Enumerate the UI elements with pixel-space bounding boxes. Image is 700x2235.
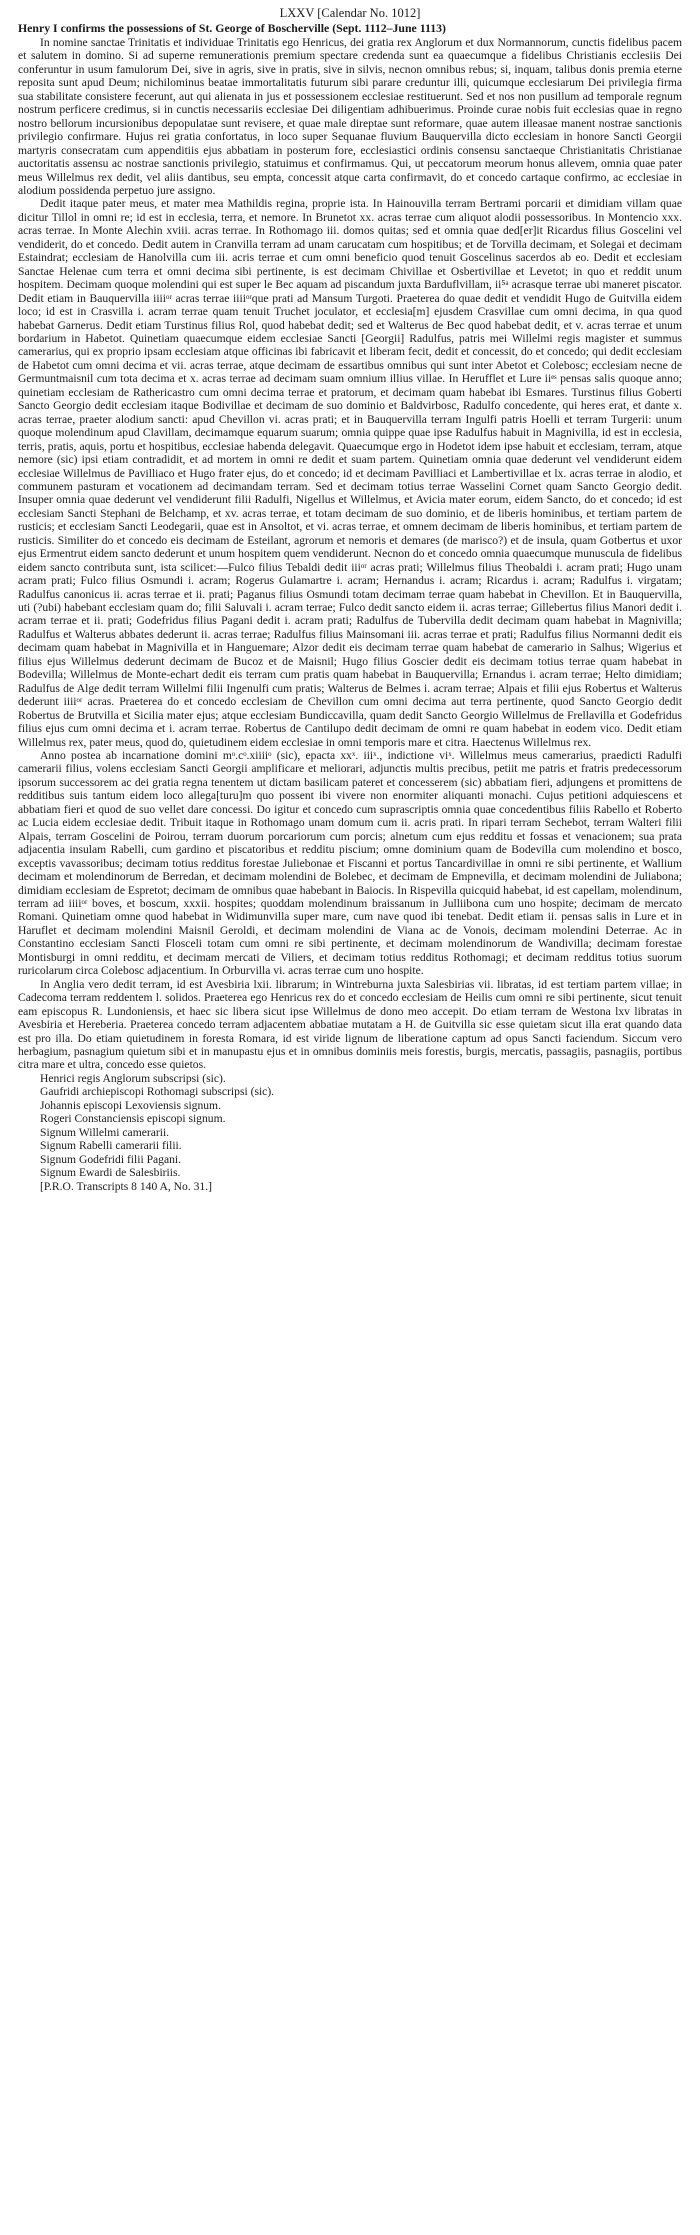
paragraph-preamble: In nomine sanctae Trinitatis et individuae Trinitatis ego Henricus, dei gratia rex Anglorum et dux Normannorum, cunctis fidelibus pacem et salutem in domino. Si ad superne remunerationis premium spectare credenda sunt ea quaecumque a fidelibus Christianis ecclesiis Dei conferuntur in usum famulorum Dei, sive in agris, sive in pratis, sive in silvis, necnon omnibus rebus; si, inquam, talibus donis premia eterne reposita sunt apud Deum; nichilominus beatae immortalitatis futurum sibi parare creduntur illi, quicumque ecclesiarum Dei privilegia firma sua stabilitate consistere fecerunt, aut qui alienata in jus et possessionem ecclesiae restituerunt. Sed et nos non pusillum ad temporale regnum nostrum perficere credimus, si in cunctis necessariis ecclesiae Dei diligentiam adhibuerimus. Proinde curae nobis fuit ecclesias quae in regno nostro bellorum incursionibus depopulatae sunt revisere, et quae male direptae sunt reformare, quae autem illeasae manent nostrae sanctionis privilegio confirmare. Hujus rei gratia confortatus, in loco super Sequanae fluvium Bauquervilla dicto ecclesiam in honore Sancti Georgii martyris consecratam cum appenditiis ejus abbatiam in posterum fore, ecclesiastici ordinis consensu sanctaeque Christianitatis Christianae auctoritatis assensu ac nostrae sanctionis privilegio, statuimus et confirmamus. Qui, ut peccatorum meorum honus allevem, omnia quae pater meus Willelmus rex dedit, vel aliis dantibus, seu empta, concessit atque carta confirmavit, do et concedo cartaque confirmo, ac ecclesiae in alodium possidenda perpetuo jure assigno. <box>18 36 682 197</box>
paragraph-gifts-in-england: In Anglia vero dedit terram, id est Avesbiria lxii. librarum; in Wintreburna juxta Salesbirias vii. libratas, id est tertiam partem villae; in Cadecoma terram reddentem l. solidos. Praeterea ego Henricus rex do et concedo ecclesiam de Heilis cum omni re sibi pertinente, sicut tenuit eam episcopus R. Lundoniensis, et haec sic libera sicut ipse Willelmus de dono meo accepit. Do etiam terram de Westona lxv libratas in Avesbiria et Hereberia. Praeterea concedo terram adjacentem abbatiae mutatam a H. de Guitvilla sic esse quietam sicut illa erat quando data est pro illa. Do etiam quietudinem in foresta Romara, id est viride lignum de liberatione captum ad opus Sancti faciendum. Siccum vero herbagium, pasnagium quietum sibi et in manupastu ejus et in omnibus dominiis meis forestis, burgis, mercatis, passagiis, pasnagiis, portibus citra mare et ultra, concedo esse quietos. <box>18 977 682 1072</box>
signature-line: Henrici regis Anglorum subscripsi (sic). <box>40 1071 226 1085</box>
signature-line: Signum Rabelli camerarii filii. <box>40 1139 182 1153</box>
signature-line: Signum Ewardi de Salesbiriis. <box>40 1166 181 1180</box>
signature-line: Gaufridi archiepiscopi Rothomagi subscripsi (sic). <box>40 1085 275 1099</box>
charter-title: Henry I confirms the possessions of St. George of Boscherville (Sept. 1112–June 1113) <box>18 21 446 35</box>
signature-list <box>18 1072 682 1180</box>
charter-number: LXXV [Calendar No. 1012] <box>279 6 421 20</box>
signature-line: Johannis episcopi Lexoviensis signum. <box>40 1098 221 1112</box>
signature-line: Signum Willelmi camerarii. <box>40 1125 170 1139</box>
source-reference: [P.R.O. Transcripts 8 140 A, No. 31.] <box>40 1179 212 1193</box>
paragraph-gifts-of-father: Dedit itaque pater meus, et mater mea Mathildis regina, proprie ista. In Hainouvilla terram Bertrami porcarii et dimidiam villam quae dicitur Tillol in omni re; id est in ecclesia, terra, et nemore. In Brunetot xx. acras terrae cum aliquot alodii possessoribus. In Montencio xxx. acras terrae. In Monte Alechin xviii. acras terrae. In Rothomago iii. domos quitas; sed et omnia quae ded[er]it Ricardus filius Goscelini vel vendiderit, do et concedo. Dedit autem in Cranvilla terram ad unam carucatam cum hospitibus; et de Torvilla decimam, et Solegai et decimam Estaindrat; ecclesiam de Hanolvilla cum iii. acris terrae et cum omni beneficio quod tenuit Goscelinus sacerdos ab eo. Dedit et ecclesiam Sanctae Helenae cum terra et omni decima sibi pertinente, is est decimam Chivillae et Osbertivillae et Levetot; in quo et reddit unum hospitem. Decimam quoque molendini qui est super le Bec aquam ad piscandum juxta Barduflvillam, ii⁵ᵃ acrasque terrae ubi maneret piscator. Dedit etiam in Bauquervilla iiiiᵒʳ acras terrae iiiiᵒʳque prati ad Mansum Turgoti. Praeterea do quae dedit et vendidit Hugo de Guitvilla eidem loco; id est in Crasvilla i. acram terrae quam tenuit Truchet joculator, et ecclesia[m] ejusdem Crasvillae cum omni decima, in qua quod habebat Garnerus. Dedit etiam Turstinus filius Rol, quod habebat dedit; sed et Walterus de Bec quod habebat dedit, et v. acras terrae et unum bordarium in Habetot. Quinetiam quaecumque eidem ecclesiae Sancti [Georgii] Radulfus, patris mei Willelmi regis magister et summus camerarius, qui ex proprio ipsam ecclesiam atque officinas ibi fabricavit et liberam fecit, dedit et concessit, do et concedo; qui dedit ecclesiam de Habetot cum omni decima et vii. acras terrae, atque decimam de essartibus omnibus qui sunt inter Abetot et Colebosc; ecclesiam necne de Germuntmaisnil cum tota decima et x. acras terrae ad decimam suam omnium illius villae. In Herufflet et Lure iiᵉˢ pensas salis quoque anno; quinetiam ecclesiam de Rathericastro cum omni decima terrae et pratorum, et decimam quam habebat ibi Esmares. Turstinus filius Goberti Sancto Georgio dedit ecclesiam itaque Bodivillae et decimam de suo dominio et Baldvirbosc, Radulfo concedente, qui heres erat, et dante x. acras terrae, praeter alodium sancti: apud Chevillon vi. acras prati; et in Bauquervilla terram Ingulfi patris Hoelli et terram Turgerii: unum quoque molendinum apud Clavillam, decimamque equarum suarum; omnia quippe quae ipse Radulfus habuit in Magnivilla, id est in ecclesia, terris, pratis, aquis, portu et hospitibus, ecclesiae habenda delegavit. Quaecumque ergo in Hodetot idem ipse habuit et ecclesiam, terram, atque nemore (sic) ipsi etiam contradidit, et ad mortem in omni re dedit et suam partem. Quinetiam omnia quae dederunt vel vendiderunt eidem ecclesiae Willelmus de Pavilliaco et Hugo frater ejus, do et concedo; id et decimam Pavilliaci et Lambertivillae et lx. acras terrae in alodio, et communem pasturam et vocationem ad decimandam terram. Sed et decimam totius terrae Wasselini Cornet quam Sancto Georgio dedit. Insuper omnia quae dederunt vel vendiderunt filii Radulfi, Nigellus et Willelmus, et Avicia mater eorum, eidem Sancto, do et concedo; id est ecclesiam Sancti Stephani de Belchamp, et xv. acras terrae, et totam decimam de suo dominio, et de liberis hominibus, et tertiam partem de rusticis; et ecclesiam Sancti Leodegarii, quae est in Ansoltot, et vi. acras terrae, et omnem decimam de liberis hominibus, et tertiam partem de rusticis. Similiter do et concedo eis decimam de Esteilant, agrorum et nemoris et demares (de marisco?) et de insula, quam Gotbertus et uxor ejus Ermentrut eidem sancto dederunt et unum hospitem quem vendiderunt. Necnon do et concedo omnia quaecumque munuscula de fidelibus eidem sancto contributa sunt, ista scilicet:—Fulco filius Tebaldi dedit iiiᵒʳ acras prati; Willelmus filius Theobaldi i. acram prati; Hugo unam acram prati; Fulco filius Osmundi i. acram; Rogerus Gulamartre i. acram; Hernandus i. acram; Ricardus i. acram; Radulfus i. virgatam; Radulfus canonicus ii. acras terrae et ii. prati; Paganus filius Osmundi totam decimam terrae quam habebat in Chevillon. Et in Bauquervilla, uti (?ubi) habebant ecclesiam quam do; filii Saluvali i. acram terrae; Fulco dedit sancto eidem ii. acras terrae; Gillebertus filius Manori dedit i. acram terrae et ii. prati; Godefridus filius Pagani dedit i. acram prati; Radulfus de Tubervilla dedit decimam quam habebat in Magnivilla; Radulfus et Walterus abbates dederunt ii. acras terrae; Radulfus filius Mainsomani iii. acras terrae et prati; Radulfus filius Normanni dedit eis decimam quam habebat in Magnivilla et in Hanguemare; Alzor dedit eis decimam terrae quam habebat de camerario in Salhus; Wigerius et filius ejus Willelmus dederunt decimam de Bucoz et de Maisnil; Hugo filius Goscier dedit eis decimam totius terrae quam habebat in Bodevilla; Willelmus de Monte-echart dedit eis terram cum pratis quam habebat in Bauquervilla; Ernandus i. acram terrae; Helto dimidiam; Radulfus de Alge dedit terram Willelmi filii Ingenulfi cum pratis; Walterus de Belmes i. acram terrae; Alpais et filii ejus Robertus et Walterus dederunt iiiiᵒʳ acras. Praeterea do et concedo ecclesiam de Chevillon cum omni decima aut terra pertinente, quod Sancto Georgio dedit Robertus de Brutvilla et Sicilia mater ejus; atque ecclesiam Bundiccavilla, quam dedit Sancto Georgio Willelmus de Frellavilla et Godefridus filius ejus cum omni decima et i. acram terrae. Robertus de Cantilupo dedit decimam de omni re quam habebat in eodem vico. Dedit etiam Willelmus rex, pater meus, quod do, quietudinem eidem ecclesiae in omni temporis mare et citra. Haectenus Willelmus rex. <box>18 197 682 749</box>
signature-line: Rogeri Constanciensis episcopi signum. <box>40 1112 226 1126</box>
signature-line: Signum Godefridi filii Pagani. <box>40 1152 182 1166</box>
paragraph-gifts-of-chamberlain: Anno postea ab incarnatione domini mᵒ.cᵒ.xiiiiᵒ (sic), epacta xxˣ. iiiˣ., indictione viˣ. Willelmus meus camerarius, praedicti Radulfi camerarii filius, volens ecclesiam Sancti Georgii amplificare et meliorari, adjunctis multis precibus, petiit me patris et fratris predecessorum ipsorum successorem ac dei gratia regna tenentem ut dictam basilicam pateret et concesserem (sic) abbatiam fieri, adjungens et promittens de redditibus suis tantum eidem loco allega[turu]m quo possent ibi vivere non enormiter aliquanti monachi. Cujus petitioni adquiescens et abbatiam fieri et quod de suo vellet dare concessi. Do igitur et concedo cum suprascriptis omnia quae concedentibus filiis Rabello et Roberto ac Lucia eidem ecclesiae dedit. Tribuit itaque in Rothomago unam domum cum ii. acris prati. In ripari terram Sechebot, terram Walteri filii Alpais, terram Goscelini de Poirou, terram duorum porcariorum cum porcis; alnetum cum ejus redditu et fossas et venacionem; sua prata adjacentia insulam Rabelli, cum gardino et piscatoribus et redditu piscium; omne dominium quam de Bodevilla cum molendino et bosco, exceptis vavassoribus; decimam totius redditus forestae Juliebonae et Fiscanni et portus Tancardivillae in omni re sibi pertinente, et Wallium decimam et molendinorum de Berredan, et decimam molendini de Bolebec, et decimam de Empnevilla, et decimam molendini de Juliabona; dimidiam ecclesiam de Espretot; decimam de omnibus quae habebant in Baiocis. In Rispevilla quicquid habebat, id est capellam, molendinum, terram ad iiiiᵒʳ boves, et boscum, xxxii. hospites; quoddam molendinum braissanum in Julliibona cum uno hospite; decimam de mercato Romani. Quinetiam omne quod habebat in Widimunvilla super mare, cum nave quod ibi tenebat. Dedit etiam ii. pensas salis in Lure et in Haruflet et decimam molendini Maisnil Geroldi, et decimam molendini de Viana ac de Vonois, decimam molendini Deterrae. Ac in Constantino ecclesiam Sancti Flosceli totam cum omni re sibi pertinente, et decimam molendinorum de Wandivilla; decimam forestae Montisburgi in omni redditu, et decimam mercati de Viliers, et decimam totius redditus Rothomagi; et decimam redditus totius suorum ruricolarum circa Colebosc adjacentium. In Orburvilla vi. acras terrae cum uno hospite. <box>18 749 682 978</box>
